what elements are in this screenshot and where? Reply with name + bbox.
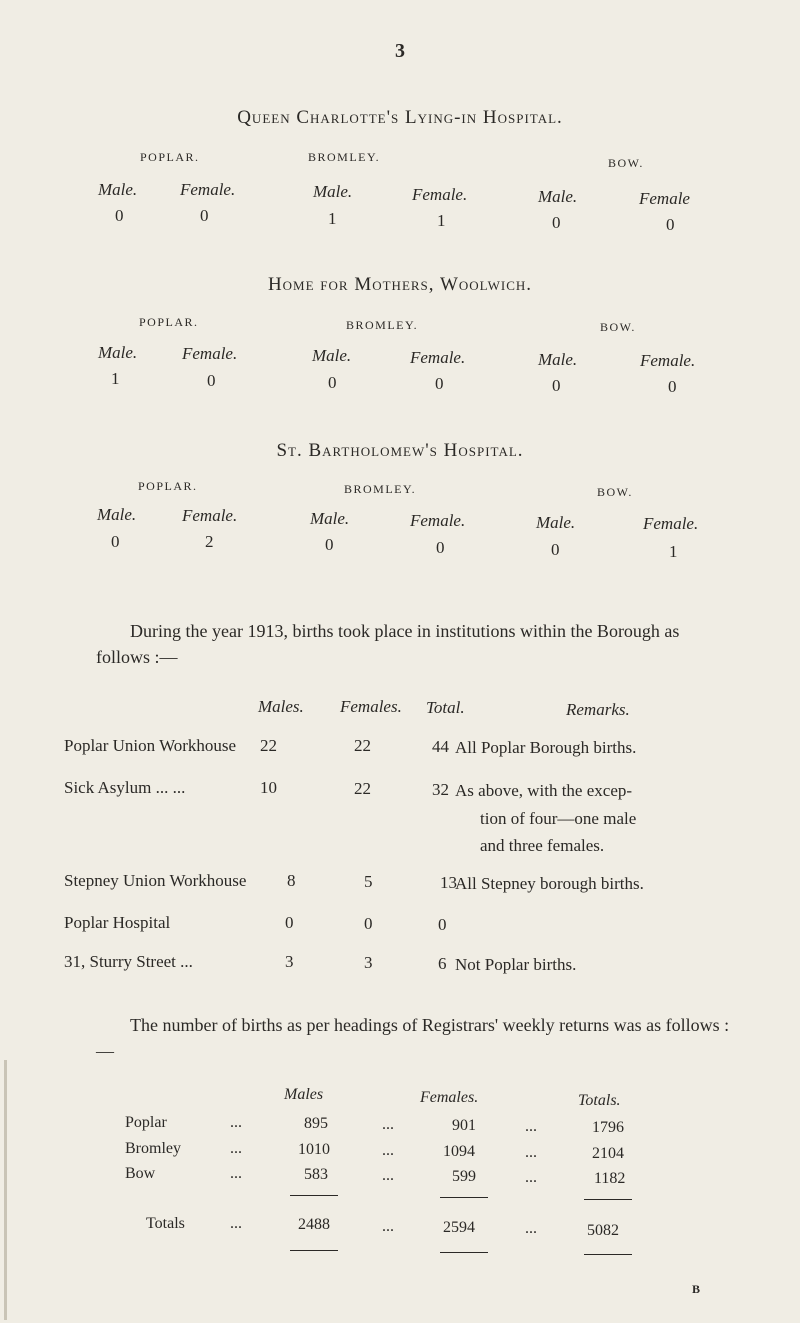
group-label: BROMLEY. [308,150,381,164]
group-label: BOW. [597,485,633,499]
column-header: Female. [182,506,238,525]
column-header-males: Males [284,1086,324,1103]
district-totals: 2104 [592,1145,624,1162]
divider [290,1195,338,1196]
column-header: Male. [98,343,138,362]
column-header: Female. [410,511,466,530]
divider [440,1252,488,1253]
totals-females: 2594 [443,1219,475,1236]
column-header: Male. [97,505,137,524]
totals-label: Totals [146,1215,185,1232]
institution-total: 0 [438,915,447,934]
column-header-females: Females. [420,1089,479,1106]
group-label: BROMLEY. [346,318,419,332]
institution-total: 13 [440,873,457,892]
column-header: Female. [180,180,236,199]
group-label: BOW. [600,320,636,334]
group-label: POPLAR. [138,479,198,493]
dot-leader: ... [230,1165,242,1182]
institution-name: 31, Sturry Street ... [64,952,193,971]
column-header: Female. [410,348,466,367]
institution-females: 22 [354,736,371,755]
totals-totals: 5082 [587,1222,619,1239]
institution-remarks: As above, with the excep- [455,781,633,800]
institution-males: 22 [260,736,277,755]
column-header-totals: Totals. [578,1092,621,1109]
value-cell: 0 [328,373,337,392]
value-cell: 2 [205,532,214,551]
institutions-intro: During the year 1913, births took place in institutions within the Borough as follows :— [96,621,680,667]
dot-leader: ... [525,1144,537,1161]
district-name: Bromley [125,1140,181,1157]
column-header: Male. [313,182,353,201]
district-name: Poplar [125,1114,167,1131]
column-header: Female. [640,351,696,370]
registrars-intro: The number of births as per headings of Registrars' weekly returns was as follows :— [96,1015,730,1061]
value-cell: 0 [668,377,677,396]
dot-leader: ... [525,1220,537,1237]
dot-leader: ... [230,1114,242,1131]
dot-leader: ... [382,1218,394,1235]
institution-females: 0 [364,914,373,933]
institution-females: 5 [364,872,373,891]
group-label: POPLAR. [140,150,200,164]
value-cell: 0 [436,538,445,557]
column-header: Female. [412,185,468,204]
institution-name: Stepney Union Workhouse [64,871,247,890]
institution-remarks: All Stepney borough births. [455,874,644,893]
district-totals: 1182 [594,1170,626,1187]
column-header: Female [639,189,690,208]
institution-males: 10 [260,778,277,797]
district-males: 1010 [298,1141,330,1158]
value-cell: 0 [111,532,120,551]
column-header: Male. [538,187,578,206]
dot-leader: ... [382,1167,394,1184]
institution-females: 3 [364,953,373,972]
dot-leader: ... [382,1142,394,1159]
district-females: 1094 [443,1143,475,1160]
district-females: 901 [452,1117,476,1134]
divider [290,1250,338,1251]
institution-males: 8 [287,871,296,890]
column-header: Female. [182,344,238,363]
column-header: Female. [643,514,699,533]
institution-name: Poplar Hospital [64,913,171,932]
value-cell: 0 [325,535,334,554]
district-males: 895 [304,1115,328,1132]
dot-leader: ... [230,1140,242,1157]
signature-mark: B [691,1282,700,1296]
page-edge [4,1060,7,1320]
district-totals: 1796 [592,1119,624,1136]
divider [584,1199,632,1200]
dot-leader: ... [525,1118,537,1135]
column-header-total: Total. [426,698,465,717]
value-cell: 0 [435,374,444,393]
group-label: BOW. [608,156,644,170]
institution-remarks: tion of four—one male [480,809,637,828]
institution-males: 0 [285,913,294,932]
dot-leader: ... [382,1116,394,1133]
totals-males: 2488 [298,1216,330,1233]
page-number: 3 [395,40,405,62]
divider [584,1254,632,1255]
section-title: St. Bartholomew's Hospital. [276,440,524,461]
dot-leader: ... [525,1169,537,1186]
value-cell: 0 [551,540,560,559]
district-name: Bow [125,1165,156,1182]
value-cell: 1 [437,211,446,230]
value-cell: 0 [207,371,216,390]
institution-females: 22 [354,779,371,798]
column-header: Male. [536,513,576,532]
institution-remarks: and three females. [480,836,605,855]
value-cell: 0 [666,215,675,234]
value-cell: 0 [115,206,124,225]
value-cell: 0 [200,206,209,225]
institution-total: 44 [432,737,449,756]
dot-leader: ... [230,1215,242,1232]
column-header-females: Females. [340,697,402,716]
value-cell: 1 [669,542,678,561]
institution-total: 6 [438,954,447,973]
column-header: Male. [310,509,350,528]
section-title: Home for Mothers, Woolwich. [267,274,533,295]
district-females: 599 [452,1168,476,1185]
column-header: Male. [538,350,578,369]
value-cell: 1 [111,369,120,388]
institution-males: 3 [285,952,294,971]
value-cell: 1 [328,209,337,228]
column-header-males: Males. [258,697,304,716]
column-header-remarks: Remarks. [566,700,630,719]
institution-total: 32 [432,780,449,799]
column-header: Male. [98,180,138,199]
institution-name: Poplar Union Workhouse [64,736,237,755]
institution-remarks: Not Poplar births. [455,955,577,974]
value-cell: 0 [552,376,561,395]
institution-name: Sick Asylum ... ... [64,778,186,797]
value-cell: 0 [552,213,561,232]
group-label: POPLAR. [139,315,199,329]
column-header: Male. [312,346,352,365]
group-label: BROMLEY. [344,482,417,496]
divider [440,1197,488,1198]
institution-remarks: All Poplar Borough births. [455,738,637,757]
district-males: 583 [304,1166,328,1183]
section-title: Queen Charlotte's Lying-in Hospital. [237,107,563,128]
